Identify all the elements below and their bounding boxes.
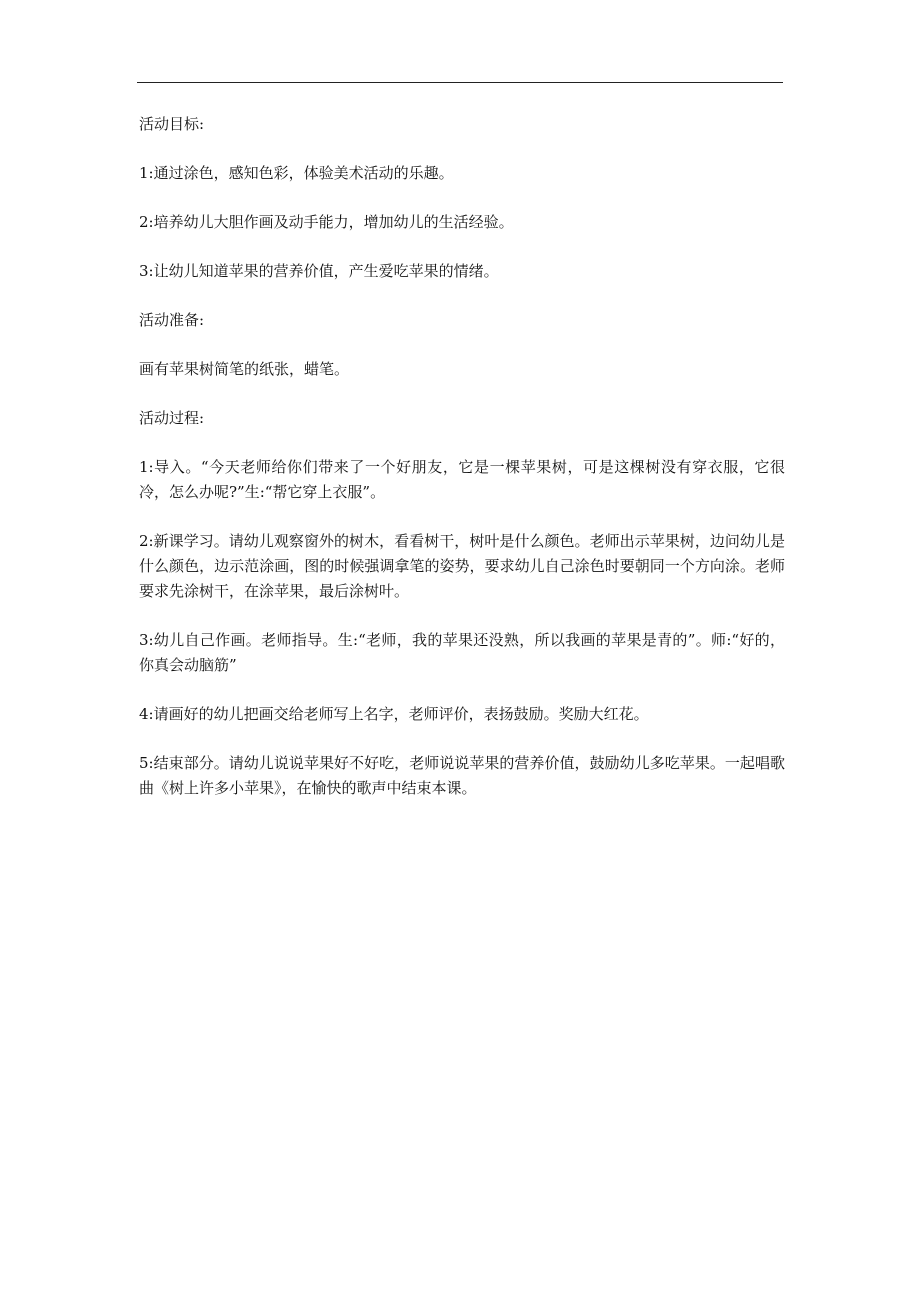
process-step-3: 3:幼儿自己作画。老师指导。生:“老师，我的苹果还没熟，所以我画的苹果是青的”。师:“好的，你真会动脑筋” — [139, 631, 785, 674]
section-heading-preparation: 活动准备: — [139, 311, 205, 329]
process-step-4: 4:请画好的幼儿把画交给老师写上名字，老师评价，表扬鼓励。奖励大红花。 — [139, 705, 649, 723]
section-heading-goals: 活动目标: — [139, 115, 205, 133]
goal-item-3: 3:让幼儿知道苹果的营养价值，产生爱吃苹果的情绪。 — [139, 262, 499, 280]
goal-item-1: 1:通过涂色，感知色彩，体验美术活动的乐趣。 — [139, 164, 454, 182]
process-step-2: 2:新课学习。请幼儿观察窗外的树木，看看树干，树叶是什么颜色。老师出示苹果树，边问幼儿是什么颜色，边示范涂画，图的时候强调拿笔的姿势，要求幼儿自己涂色时要朝同一个方向涂。老师要求先涂树干，在涂苹果，最后涂树叶。 — [139, 532, 785, 600]
document-body — [139, 112, 785, 825]
section-heading-process: 活动过程: — [139, 409, 205, 427]
preparation-text: 画有苹果树简笔的纸张，蜡笔。 — [139, 360, 350, 378]
goal-item-2: 2:培养幼儿大胆作画及动手能力，增加幼儿的生活经验。 — [139, 213, 514, 231]
process-step-1: 1:导入。“今天老师给你们带来了一个好朋友，它是一棵苹果树，可是这棵树没有穿衣服，它很冷，怎么办呢?”生:“帮它穿上衣服”。 — [139, 458, 785, 501]
header-rule — [137, 82, 783, 83]
process-step-5: 5:结束部分。请幼儿说说苹果好不好吃，老师说说苹果的营养价值，鼓励幼儿多吃苹果。一起唱歌曲《树上许多小苹果》，在愉快的歌声中结束本课。 — [139, 754, 785, 797]
